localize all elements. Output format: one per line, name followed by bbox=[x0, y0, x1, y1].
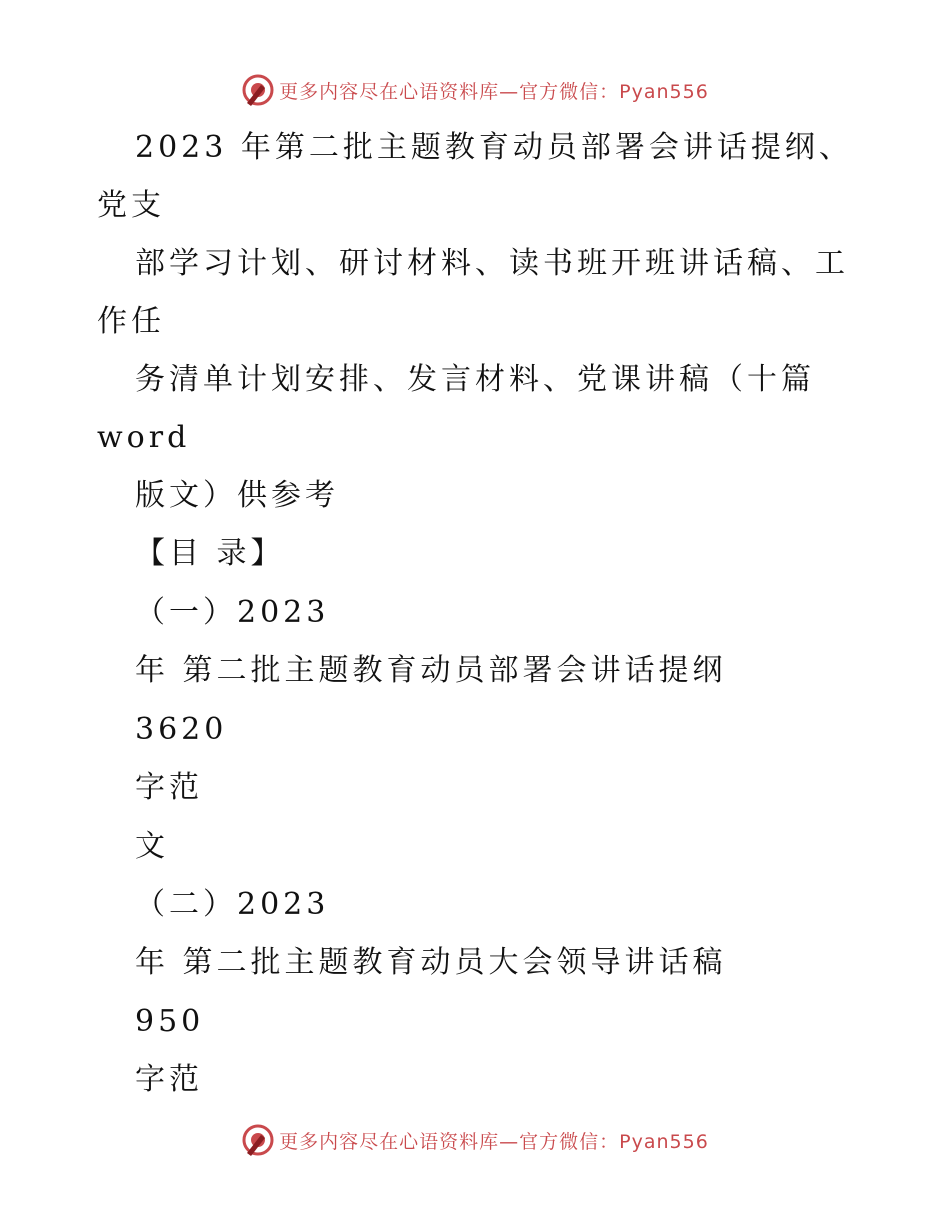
title-line-4: 作任 bbox=[97, 304, 165, 339]
title-line-5: 务清单计划安排、发言材料、党课讲稿（十篇 bbox=[135, 362, 815, 397]
pen-logo-icon bbox=[241, 1123, 275, 1157]
title-line-1: 2023 年第二批主题教育动员部署会讲话提纲、 bbox=[135, 130, 853, 165]
footer-banner-text: 更多内容尽在心语资料库—官方微信：Pyan556 bbox=[279, 1130, 709, 1153]
toc-item-2-number: （二）2023 bbox=[135, 887, 330, 922]
toc-item-1-suffix: 字范 bbox=[135, 770, 203, 805]
header-banner-text: 更多内容尽在心语资料库—官方微信：Pyan556 bbox=[279, 80, 709, 103]
title-line-3: 部学习计划、研讨材料、读书班开班讲话稿、工 bbox=[135, 246, 849, 281]
toc-item-2-title: 年 第二批主题教育动员大会领导讲话稿 bbox=[135, 945, 727, 980]
toc-item-1-count: 3620 bbox=[135, 712, 228, 747]
header-watermark-banner bbox=[0, 70, 950, 110]
title-line-7: 版文）供参考 bbox=[135, 478, 339, 513]
toc-heading: 【目 录】 bbox=[135, 536, 285, 571]
toc-item-2-count: 950 bbox=[135, 1004, 205, 1039]
toc-item-2-suffix: 字范 bbox=[135, 1062, 203, 1097]
toc-item-1-title: 年 第二批主题教育动员部署会讲话提纲 bbox=[135, 653, 727, 688]
title-line-6: word bbox=[97, 420, 191, 455]
title-line-2: 党支 bbox=[97, 188, 165, 223]
toc-item-1-suffix-end: 文 bbox=[135, 829, 169, 864]
toc-item-1-number: （一）2023 bbox=[135, 595, 330, 630]
pen-logo-icon bbox=[241, 73, 275, 107]
footer-watermark-banner bbox=[0, 1120, 950, 1160]
